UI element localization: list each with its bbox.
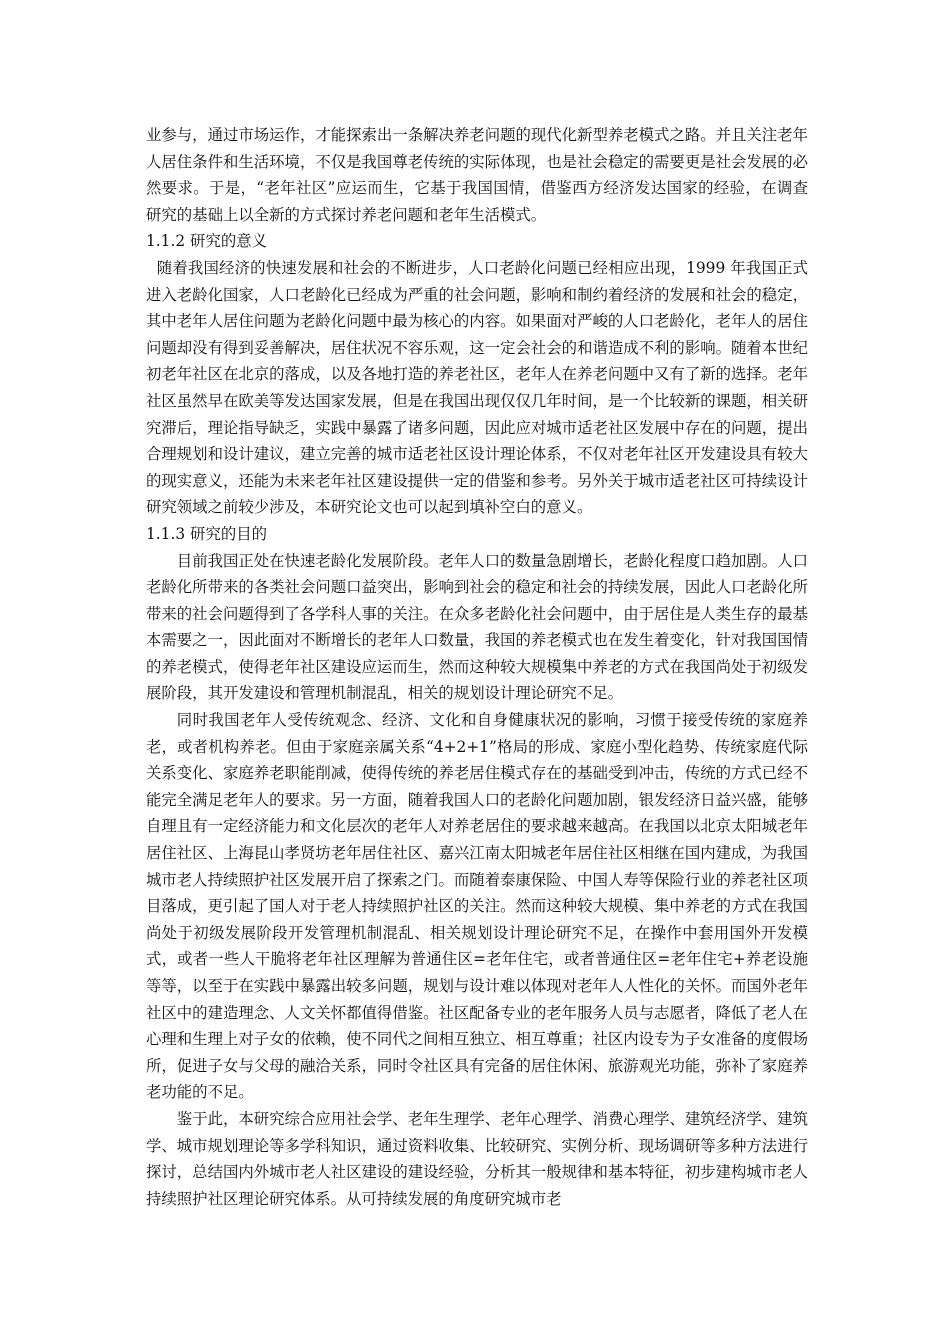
paragraph-purpose-1: 目前我国正处在快速老龄化发展阶段。老年人口的数量急剧增长，老龄化程度口趋加剧。人口老龄化所带来的各类社会问题口益突出，影响到社会的稳定和社会的持续发展，因此人口老龄化所带来的社会问题得到了各学科人事的关注。在众多老龄化社会问题中，由于居住是人类生存的最基本需要之一，因此面对不断增长的老年人口数量，我国的养老模式也在发生着变化，针对我国国情的养老模式，使得老年社区建设应运而生，然而这种较大规模集中养老的方式在我国尚处于初级发展阶段，其开发建设和管理机制混乱，相关的规划设计理论研究不足。 bbox=[146, 551, 808, 703]
paragraph-significance: 随着我国经济的快速发展和社会的不断进步，人口老龄化问题已经相应出现，1999 年我国正式进入老龄化国家，人口老龄化已经成为严重的社会问题，影响和制约着经济的发展和社会的稳定，其中老年人居住问题为老龄化问题中最为核心的内容。如果面对严峻的人口老龄化，老年人的居住问题却没有得到妥善解决，居住状况不容乐观，这一定会社会的和谐造成不利的影响。随着本世纪初老年社区在北京的落成，以及各地打造的养老社区，老年人在养老问题中又有了新的选择。老年社区虽然早在欧美等发达国家发展，但是在我国出现仅仅几年时间，是一个比较新的课题，相关研究滞后，理论指导缺乏，实践中暴露了诸多问题，因此应对城市适老社区发展中存在的问题，提出合理规划和设计建议，建立完善的城市适老社区设计理论体系，不仅对老年社区开发建设具有较大的现实意义，还能为未来老年社区建设提供一定的借鉴和参考。另外关于城市适老社区可持续设计研究领域之前较少涉及，本研究论文也可以起到填补空白的意义。 bbox=[146, 258, 808, 517]
section-heading-purpose: 1.1.3 研究的目的 bbox=[146, 524, 268, 543]
paragraph-purpose-3: 鉴于此，本研究综合应用社会学、老年生理学、老年心理学、消费心理学、建筑经济学、建筑学、城市规划理论等多学科知识，通过资料收集、比较研究、实例分析、现场调研等多种方法进行探讨，总结国内外城市老人社区建设的建设经验，分析其一般规律和基本特征，初步建构城市老人持续照护社区理论研究体系。从可持续发展的角度研究城市老 bbox=[146, 1109, 808, 1208]
document-body bbox=[146, 122, 808, 1212]
paragraph-continued: 业参与，通过市场运作，才能探索出一条解决养老问题的现代化新型养老模式之路。并且关注老年人居住条件和生活环境，不仅是我国尊老传统的实际体现，也是社会稳定的需要更是社会发展的必然要求。于是，“老年社区”应运而生，它基于我国国情，借鉴西方经济发达国家的经验，在调查研究的基础上以全新的方式探讨养老问题和老年生活模式。 bbox=[146, 126, 808, 224]
section-heading-significance: 1.1.2 研究的意义 bbox=[146, 232, 268, 251]
paragraph-purpose-2: 同时我国老年人受传统观念、经济、文化和自身健康状况的影响，习惯于接受传统的家庭养老，或者机构养老。但由于家庭亲属关系“4+2+1”格局的形成、家庭小型化趋势、传统家庭代际关系变化、家庭养老职能削减，使得传统的养老居住模式存在的基础受到冲击，传统的方式已经不能完全满足老年人的要求。另一方面，随着我国人口的老龄化问题加剧，银发经济日益兴盛，能够自理且有一定经济能力和文化层次的老年人对养老居住的要求越来越高。在我国以北京太阳城老年居住社区、上海昆山孝贤坊老年居住社区、嘉兴江南太阳城老年居住社区相继在国内建成，为我国城市老人持续照护社区发展开启了探索之门。而随着泰康保险、中国人寿等保险行业的养老社区项目落成，更引起了国人对于老人持续照护社区的关注。然而这种较大规模、集中养老的方式在我国尚处于初级发展阶段开发管理机制混乱、相关规划设计理论研究不足，在操作中套用国外开发模式，或者一些人干脆将老年社区理解为普通住区=老年住宅，或者普通住区=老年住宅+养老设施等等，以至于在实践中暴露出较多问题，规划与设计难以体现对老年人人性化的关怀。而国外老年社区中的建造理念、人文关怀都值得借鉴。社区配备专业的老年服务人员与志愿者，降低了老人在心理和生理上对子女的依赖，使不同代之间相互独立、相互尊重；社区内设专为子女准备的度假场所，促进子女与父母的融洽关系，同时令社区具有完备的居住休闲、旅游观光功能，弥补了家庭养老功能的不足。 bbox=[146, 711, 808, 1102]
